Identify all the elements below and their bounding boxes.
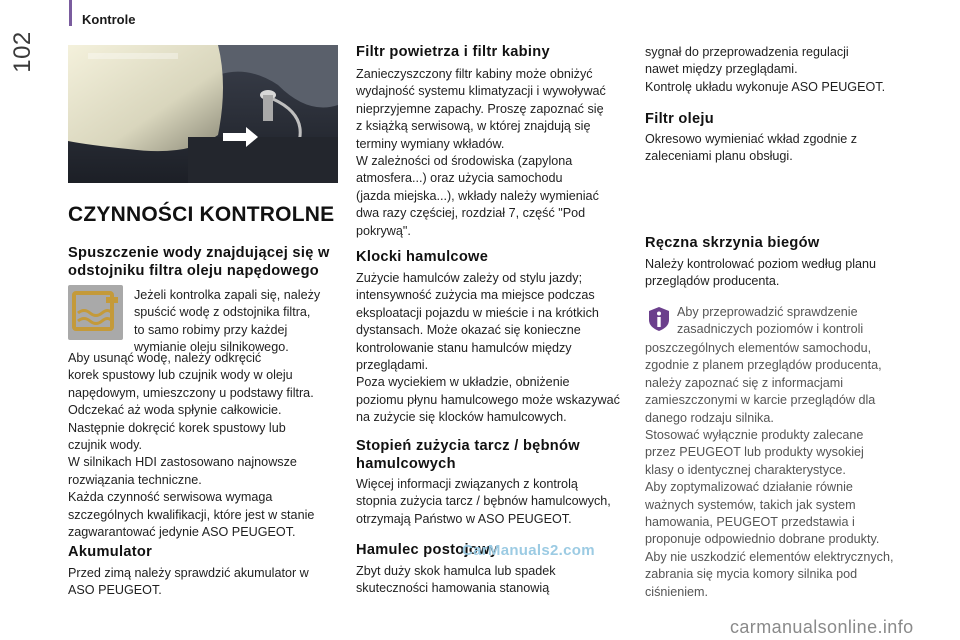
section-heading-parking-brake: Hamulec postojowy (356, 542, 499, 558)
info-icon (648, 306, 670, 332)
fuel-filter-illustration (68, 45, 338, 183)
engine-bay-photo (68, 45, 338, 183)
section-heading-brake-discs: Stopień zużycia tarcz / bębnów hamulcowych (356, 438, 580, 472)
info-lead: Aby przeprowadzić sprawdzenie zasadniczych poziomów i kontroli (677, 305, 864, 337)
section-label: Kontrole (82, 12, 136, 27)
section-heading-water-drain: Spuszczenie wody znajdującej się w odstojniku filtra oleju napędowego (68, 245, 330, 279)
watermark-text: CarManuals2.com (462, 542, 595, 559)
footer-watermark: carmanualsonline.info (730, 617, 914, 637)
section-heading-oil-filter: Filtr oleju (645, 111, 714, 127)
page-title: CZYNNOŚCI KONTROLNE (68, 203, 335, 226)
diesel-water-warning-icon (68, 285, 123, 340)
brake-pads-body: Zużycie hamulców zależy od stylu jazdy; intensywność zużycia ma miejsce podczas eksploatacji pojazdu w mieście i na krótkich dystansach. Może okazać się konieczne kontrolowanie stanu hamulców między przeglądami. Poza wyciekiem w układzie, obniżenie poziomu płynu hamulcowego może wskazywać na zużycie się klocków hamulcowych. (356, 271, 620, 425)
battery-body: Przed zimą należy sprawdzić akumulator w ASO PEUGEOT. (68, 566, 309, 598)
gearbox-body: Należy kontrolować poziom według planu przeglądów producenta. (645, 257, 877, 289)
section-heading-battery: Akumulator (68, 544, 153, 560)
header-rule (69, 0, 72, 26)
page-number: 102 (9, 31, 36, 73)
section-heading-brake-pads: Klocki hamulcowe (356, 249, 489, 265)
info-body: poszczególnych elementów samochodu, zgodnie z planem przeglądów producenta, należy zapoznać się z informacjami zamieszczonymi w karcie przeglądów dla danego rodzaju silnika. Stosować wyłącznie produkty zalecane przez PEUGEOT lub produkty wysokiej klasy o identycznej charakterystyce. Aby zoptymalizować działanie równie ważnych systemów, takich jak system hamowania, PEUGEOT przedstawia i proponuje odpowiednio dobrane produkty. Aby nie uszkodzić elementów elektrycznych, zabrania się mycia komory silnika pod ciśnieniem. (645, 341, 894, 599)
section-heading-gearbox: Ręczna skrzynia biegów (645, 235, 820, 251)
water-drain-intro: Jeżeli kontrolka zapali się, należy spuścić wodę z odstojnika filtra, to samo robimy przy każdej wymianie oleju silnikowego. (134, 288, 321, 355)
air-filter-body: Zanieczyszczony filtr kabiny może obniżyć wydajność systemu klimatyzacji i wywoływać nieprzyjemne zapachy. Proszę zapoznać się z książką serwisową, w której znajdują się terminy wymiany wkładów. W zależności od środowiska (zapylona atmosfera...) oraz użycia samochodu (jazda miejska...), wkłady należy wymieniać dwa razy częściej, rozdział 7, część "Pod pokrywą". (356, 67, 606, 238)
section-heading-air-filter: Filtr powietrza i filtr kabiny (356, 44, 550, 60)
brake-discs-body: Więcej informacji związanych z kontrolą stopnia zużycia tarcz / bębnów hamulcowych, otrzymają Państwo w ASO PEUGEOT. (356, 477, 611, 526)
oil-filter-body: Okresowo wymieniać wkład zgodnie z zaleceniami planu obsługi. (645, 132, 858, 164)
water-drain-body: Aby usunąć wodę, należy odkręcić korek spustowy lub czujnik wody w oleju napędowym, umieszczony u podstawy filtra. Odczekać aż woda spłynie całkowicie. Następnie dokręcić korek spustowy lub czujnik wody. W silnikach HDI zastosowano najnowsze rozwiązania techniczne. Każda czynność serwisowa wymaga szczególnych kwalifikacji, które jest w stanie zagwarantować jedynie ASO PEUGEOT. (68, 351, 315, 540)
parking-brake-continued: sygnał do przeprowadzenia regulacji nawet między przeglądami. Kontrolę układu wykonuje ASO PEUGEOT. (645, 45, 886, 94)
parking-brake-body: Zbyt duży skok hamulca lub spadek skuteczności hamowania stanowią (356, 564, 556, 596)
